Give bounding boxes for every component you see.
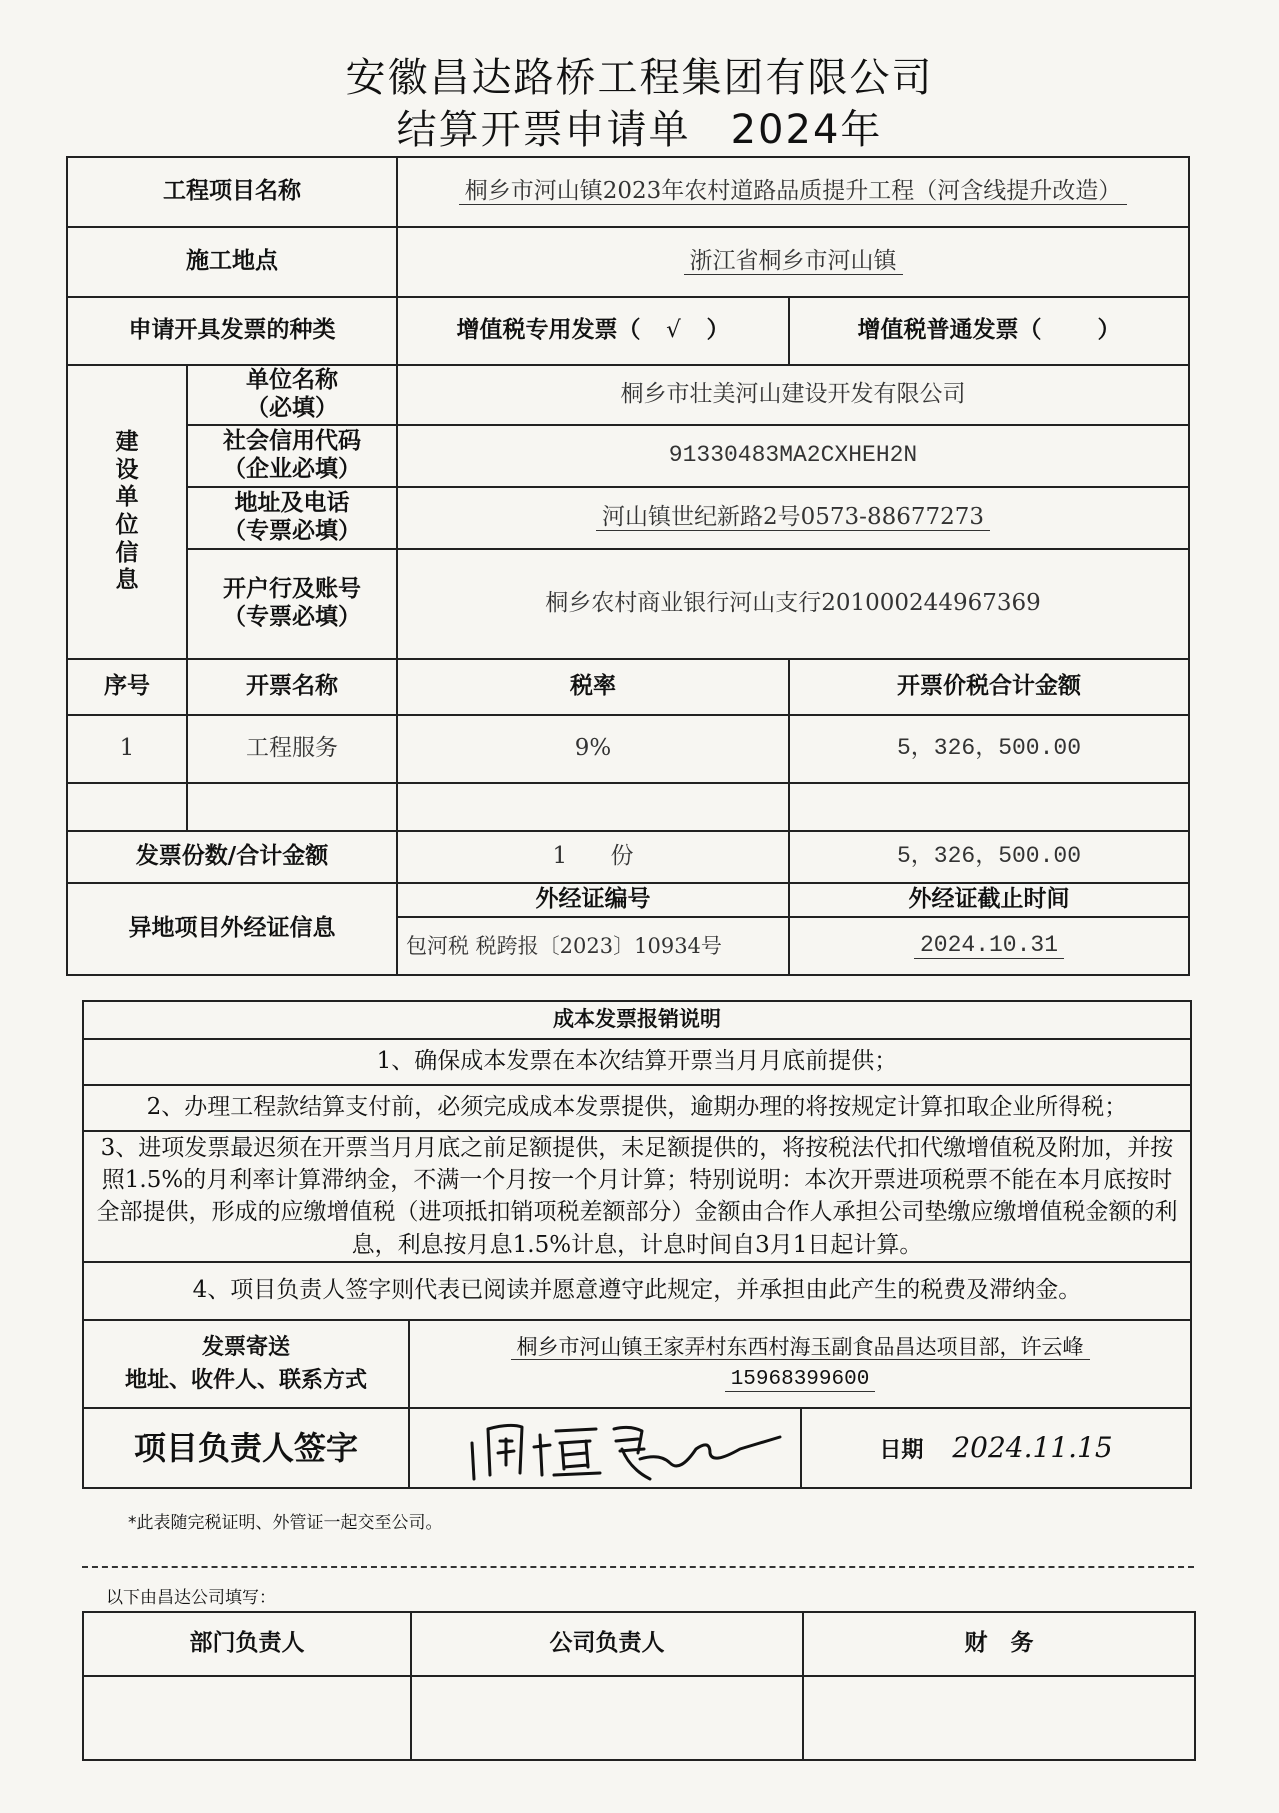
builder-char: 建 <box>115 429 139 456</box>
item-name <box>187 783 397 831</box>
dept-head-header: 部门负责人 <box>83 1612 411 1676</box>
form-title <box>0 98 1279 155</box>
external-no-header: 外经证编号 <box>397 883 789 917</box>
table-row <box>67 783 1189 831</box>
builder-char: 息 <box>115 567 139 594</box>
item-no <box>67 783 187 831</box>
special-invoice-close: ） <box>706 317 730 344</box>
special-invoice-label: 增值税专用发票（ <box>456 317 641 344</box>
external-label: 异地项目外经证信息 <box>67 883 397 975</box>
builder-credit-code-value: 91330483MA2CXHEH2N <box>397 425 1189 487</box>
project-name-value <box>397 157 1189 227</box>
finance-header: 财 务 <box>803 1612 1195 1676</box>
invoice-type-normal <box>789 297 1189 365</box>
external-deadline-value <box>789 917 1189 975</box>
external-no-text: 包河税 税跨报〔2023〕10934号 <box>406 933 722 958</box>
cost-notes-table <box>82 1000 1192 1489</box>
item-amount <box>789 783 1189 831</box>
total-count: 1 <box>552 843 568 870</box>
builder-credit-code-note: （企业必填） <box>223 456 361 482</box>
cost-notes-title: 成本发票报销说明 <box>83 1001 1191 1039</box>
normal-invoice-label: 增值税普通发票（ <box>857 317 1042 344</box>
form-year: 2024年 <box>730 107 883 153</box>
builder-bank-value: 桐乡农村商业银行河山支行201000244967369 <box>397 549 1189 659</box>
normal-invoice-close: ） <box>1097 317 1121 344</box>
mailing-label-line1: 发票寄送 <box>201 1334 290 1360</box>
items-header-name: 开票名称 <box>187 659 397 715</box>
external-deadline-header: 外经证截止时间 <box>789 883 1189 917</box>
total-count-unit: 份 <box>610 843 634 870</box>
special-invoice-check: √ <box>666 317 681 344</box>
date-value: 2024.11.15 <box>952 1430 1113 1464</box>
builder-field-label <box>187 365 397 425</box>
builder-address-note: （专票必填） <box>223 518 361 544</box>
item-name: 工程服务 <box>187 715 397 783</box>
site-label: 施工地点 <box>67 227 397 297</box>
builder-credit-code-label: 社会信用代码 <box>223 428 361 455</box>
item-amount: 5，326，500.00 <box>789 715 1189 783</box>
form-title-text: 结算开票申请单 <box>396 107 691 153</box>
total-label: 发票份数/合计金额 <box>67 831 397 883</box>
company-fill-table <box>82 1611 1196 1761</box>
item-no: 1 <box>67 715 187 783</box>
date-label: 日期 <box>879 1437 924 1463</box>
signature-area <box>409 1408 801 1488</box>
date-area <box>801 1408 1191 1488</box>
items-header-rate: 税率 <box>397 659 789 715</box>
cut-line-divider <box>82 1566 1194 1568</box>
cost-note-item: 4、项目负责人签字则代表已阅读并愿意遵守此规定，并承担由此产生的税费及滞纳金。 <box>83 1262 1191 1320</box>
builder-unit-name-value: 桐乡市壮美河山建设开发有限公司 <box>397 365 1189 425</box>
total-count-cell <box>397 831 789 883</box>
builder-char: 位 <box>115 512 139 538</box>
cost-note-item: 1、确保成本发票在本次结算开票当月月底前提供； <box>83 1039 1191 1085</box>
handwritten-signature <box>410 1409 801 1487</box>
invoice-type-label: 申请开具发票的种类 <box>67 297 397 365</box>
project-name-text: 桐乡市河山镇2023年农村道路品质提升工程（河含线提升改造） <box>459 178 1128 205</box>
builder-address-text: 河山镇世纪新路2号0573-88677273 <box>596 504 990 531</box>
total-amount: 5，326，500.00 <box>789 831 1189 883</box>
builder-address-label: 地址及电话 <box>234 490 350 517</box>
builder-field-label <box>187 487 397 549</box>
table-row <box>67 715 1189 783</box>
main-form-table <box>66 156 1190 976</box>
mailing-phone: 15968399600 <box>725 1368 876 1392</box>
builder-field-label <box>187 425 397 487</box>
signature-label: 项目负责人签字 <box>83 1408 409 1488</box>
cost-note-item: 2、办理工程款结算支付前，必须完成成本发票提供，逾期办理的将按规定计算扣取企业所得税； <box>83 1085 1191 1131</box>
site-value <box>397 227 1189 297</box>
company-title: 安徽昌达路桥工程集团有限公司 <box>345 55 934 101</box>
builder-unit-name-label: 单位名称 <box>246 367 338 394</box>
mailing-value <box>409 1320 1191 1408</box>
items-header-no: 序号 <box>67 659 187 715</box>
builder-group-label <box>67 365 187 659</box>
mailing-label-line2: 地址、收件人、联系方式 <box>124 1367 367 1393</box>
item-rate <box>397 783 789 831</box>
company-head-sign-cell[interactable] <box>411 1676 803 1760</box>
builder-char: 设 <box>115 456 139 483</box>
mailing-address: 桐乡市河山镇王家弄村东西村海玉副食品昌达项目部，许云峰 <box>511 1335 1090 1360</box>
footnote: *此表随完税证明、外管证一起交至公司。 <box>128 1513 443 1533</box>
item-rate: 9% <box>397 715 789 783</box>
company-head-header: 公司负责人 <box>411 1612 803 1676</box>
builder-bank-note: （专票必填） <box>223 604 361 630</box>
company-fill-label: 以下由昌达公司填写： <box>106 1588 276 1608</box>
dept-head-sign-cell[interactable] <box>83 1676 411 1760</box>
builder-unit-name-note: （必填） <box>246 395 338 421</box>
builder-bank-label: 开户行及账号 <box>223 576 361 603</box>
site-text: 浙江省桐乡市河山镇 <box>684 248 903 275</box>
external-no-value <box>397 917 789 975</box>
items-header-amount: 开票价税合计金额 <box>789 659 1189 715</box>
invoice-type-special <box>397 297 789 365</box>
builder-char: 单 <box>115 484 139 511</box>
finance-sign-cell[interactable] <box>803 1676 1195 1760</box>
external-deadline-text: 2024.10.31 <box>914 932 1064 959</box>
project-name-label: 工程项目名称 <box>67 157 397 227</box>
cost-note-item: 3、进项发票最迟须在开票当月月底之前足额提供，未足额提供的，将按税法代扣代缴增值税及附加，并按照1.5%的月利率计算滞纳金，不满一个月按一个月计算；特别说明：本次开票进项税票不能在本月底按时全部提供，形成的应缴增值税（进项抵扣销项税差额部分）金额由合作人承担公司垫缴应缴增值税金额的利息，利息按月息1.5%计息，计息时间自3月1日起计算。 <box>83 1131 1191 1262</box>
builder-field-label <box>187 549 397 659</box>
mailing-label <box>83 1320 409 1408</box>
builder-address-value <box>397 487 1189 549</box>
builder-char: 信 <box>115 539 139 566</box>
